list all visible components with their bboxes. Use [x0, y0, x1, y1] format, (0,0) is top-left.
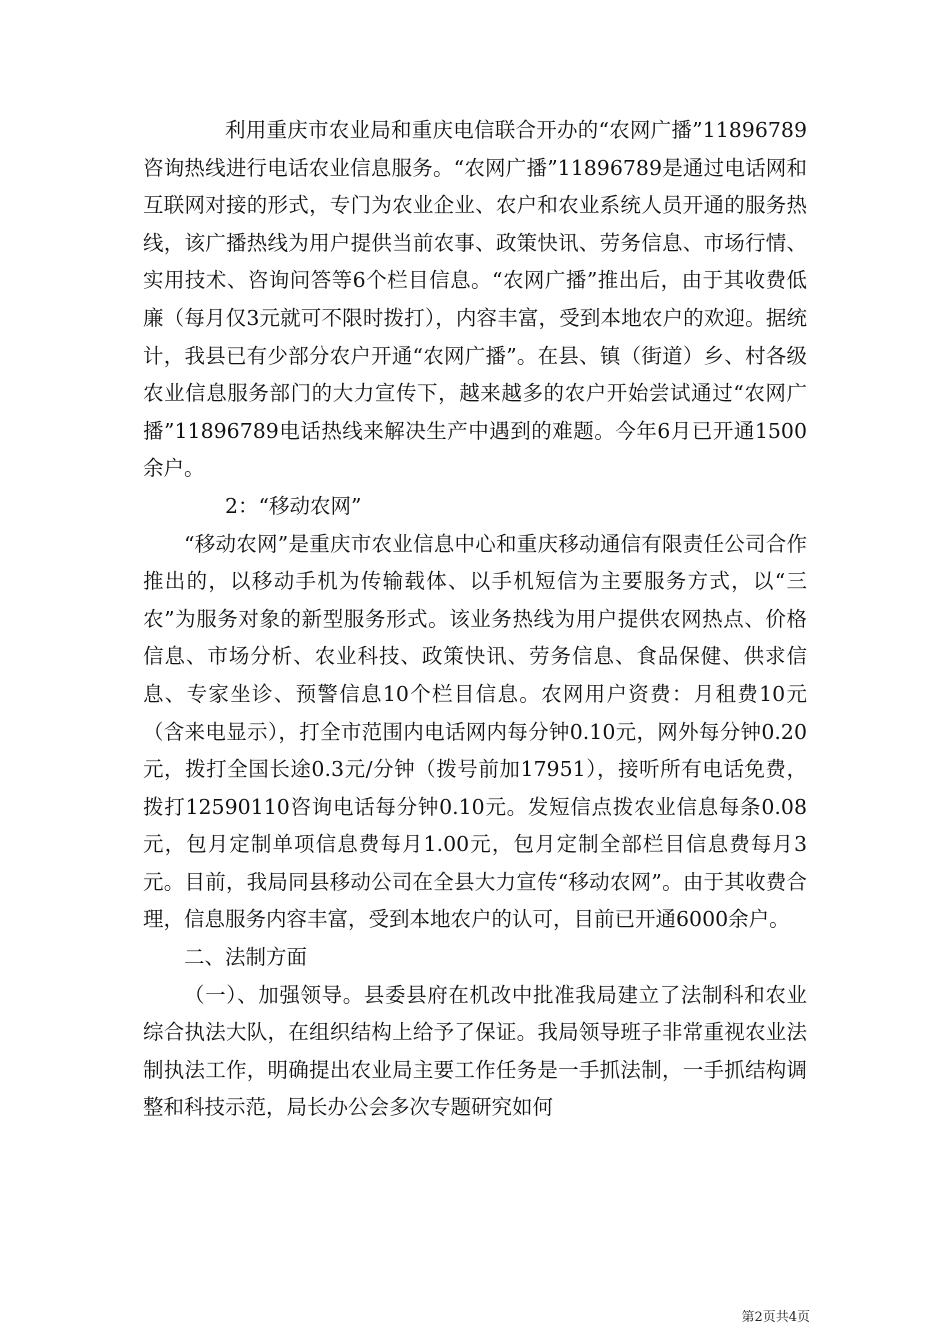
document-body [143, 112, 807, 1127]
paragraph-strengthen-leadership: （一）、加强领导。县委县府在机改中批准我局建立了法制科和农业综合执法大队，在组织结构上给予了保证。我局领导班子非常重视农业法制执法工作，明确提出农业局主要工作任务是一手抓法制，一手抓结构调整和科技示范，局长办公会多次专题研究如何 [143, 982, 807, 1120]
paragraph-mobile-nongwang: “移动农网”是重庆市农业信息中心和重庆移动通信有限责任公司合作推出的，以移动手机为传输载体、以手机短信为主要服务方式，以“三农”为服务对象的新型服务形式。该业务热线为用户提供农网热点、价格信息、市场分析、农业科技、政策快讯、劳务信息、食品保健、供求信息、专家坐诊、预警信息10个栏目信息。农网用户资费：月租费10元（含来电显示），打全市范围内电话网内每分钟0.10元，网外每分钟0.20元，拨打全国长途0.3元/分钟（拨号前加17951），接听所有电话免费，拨打12590110咨询电话每分钟0.10元。发短信点拨农业信息每条0.08元，包月定制单项信息费每月1.00元，包月定制全部栏目信息费每月3元。目前，我局同县移动公司在全县大力宣传“移动农网”。由于其收费合理，信息服务内容丰富，受到本地农户的认可，目前已开通6000余户。 [143, 531, 807, 932]
page-footer: 第2页共4页 [741, 1310, 810, 1325]
heading-legal-aspects: 二、法制方面 [184, 945, 307, 970]
paragraph-nongwang-broadcast: 利用重庆市农业局和重庆电信联合开办的“农网广播”11896789咨询热线进行电话农业信息服务。“农网广播”11896789是通过电话网和互联网对接的形式，专门为农业企业、农户和农业系统人员开通的服务热线，该广播热线为用户提供当前农事、政策快讯、劳务信息、市场行情、实用技术、咨询问答等6个栏目信息。“农网广播”推出后，由于其收费低廉（每月仅3元就可不限时拨打），内容丰富，受到本地农户的欢迎。据统计，我县已有少部分农户开通“农网广播”。在县、镇（街道）乡、村各级农业信息服务部门的大力宣传下，越来越多的农户开始尝试通过“农网广播”11896789电话热线来解决生产中遇到的难题。今年6月已开通1500余户。 [143, 118, 807, 481]
heading-mobile-nongwang: 2：“移动农网” [225, 493, 362, 518]
